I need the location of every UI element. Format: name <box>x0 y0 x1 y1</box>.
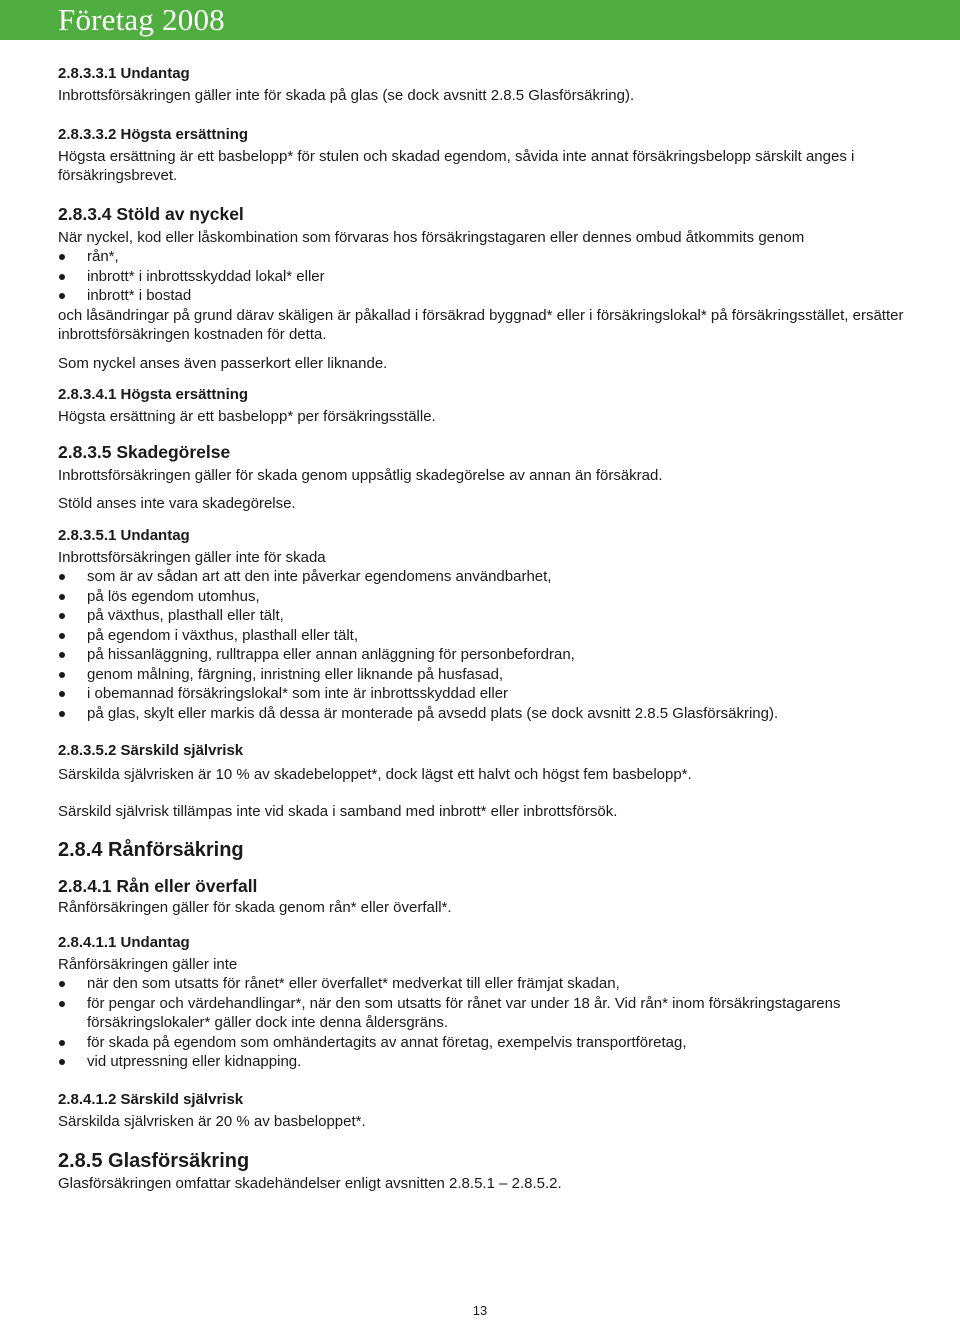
document-title: Företag 2008 <box>58 2 225 37</box>
page-header-band <box>0 0 960 40</box>
bullet-list <box>58 247 918 306</box>
section-heading: 2.8.3.3.1 Undantag <box>58 65 190 82</box>
paragraph: Glasförsäkringen omfattar skadehändelser enligt avsnitten 2.8.5.1 – 2.8.5.2. <box>58 1175 562 1192</box>
section-2-8-3-4 <box>58 202 918 374</box>
paragraph: Som nyckel anses även passerkort eller liknande. <box>58 354 388 372</box>
paragraph: Särskilda självrisken är 10 % av skadebeloppet*, dock lägst ett halvt och högst fem basbelopp*. <box>58 766 692 783</box>
section-heading: 2.8.4 Rånförsäkring <box>58 839 244 861</box>
section-heading: 2.8.4.1.2 Särskild självrisk <box>58 1090 244 1108</box>
list-item: genom målning, färgning, inristning eller liknande på husfasad, <box>58 665 918 685</box>
section-2-8-3-4-1 <box>58 383 918 427</box>
section-2-8-4 <box>58 837 918 863</box>
paragraph: Särskilda självrisken är 20 % av basbeloppet*. <box>58 1112 366 1130</box>
section-2-8-3-3-2 <box>58 123 918 186</box>
section-2-8-3-5 <box>58 440 918 514</box>
section-heading: 2.8.3.4.1 Högsta ersättning <box>58 386 249 403</box>
list-item: på egendom i växthus, plasthall eller tält, <box>58 626 918 646</box>
paragraph: Inbrottsförsäkringen gäller inte för skada på glas (se dock avsnitt 2.8.5 Glasförsäkring). <box>58 87 635 104</box>
section-heading: 2.8.3.4 Stöld av nyckel <box>58 203 244 224</box>
paragraph: Rånförsäkringen gäller för skada genom rån* eller överfall*. <box>58 899 452 916</box>
section-2-8-4-1-2 <box>58 1088 918 1132</box>
list-item: som är av sådan art att den inte påverkar egendomens användbarhet, <box>58 567 918 587</box>
list-item: för skada på egendom som omhändertagits av annat företag, exempelvis transportföretag, <box>58 1033 918 1053</box>
bullet-list <box>58 974 918 1072</box>
section-heading: 2.8.4.1 Rån eller överfall <box>58 876 258 896</box>
section-heading: 2.8.3.5.2 Särskild självrisk <box>58 742 244 759</box>
page-number: 13 <box>472 1303 488 1318</box>
list-item: vid utpressning eller kidnapping. <box>58 1052 918 1072</box>
section-2-8-5 <box>58 1148 918 1194</box>
section-2-8-3-5-1 <box>58 524 918 724</box>
paragraph: Inbrottsförsäkringen gäller för skada genom uppsåtlig skadegörelse av annan än försäkrad. <box>58 466 663 484</box>
list-item: rån*, <box>58 247 918 267</box>
section-heading: 2.8.5 Glasförsäkring <box>58 1150 250 1172</box>
section-heading: 2.8.3.5.1 Undantag <box>58 526 190 544</box>
section-2-8-4-1-1 <box>58 931 918 1072</box>
list-item: när den som utsatts för rånet* eller överfallet* medverkat till eller främjat skadan, <box>58 974 918 994</box>
section-heading: 2.8.3.3.2 Högsta ersättning <box>58 125 249 143</box>
section-2-8-3-5-2 <box>58 739 918 821</box>
paragraph: Särskild självrisk tillämpas inte vid skada i samband med inbrott* eller inbrottsförsök. <box>58 802 618 820</box>
list-item: för pengar och värdehandlingar*, när den som utsatts för rånet var under 18 år. Vid rån* inom försäkringstagarens försäkringslokaler* gäller dock inte denna åldersgräns. <box>58 994 918 1033</box>
paragraph: När nyckel, kod eller låskombination som förvaras hos försäkringstagaren eller dennes ombud åtkommits genom <box>58 228 805 246</box>
list-item: på glas, skylt eller markis då dessa är monterade på avsedd plats (se dock avsnitt 2.8.5 Glasförsäkring). <box>58 704 918 724</box>
list-item: på växthus, plasthall eller tält, <box>58 606 918 626</box>
list-item: på lös egendom utomhus, <box>58 587 918 607</box>
list-item: på hissanläggning, rulltrappa eller annan anläggning för personbefordran, <box>58 645 918 665</box>
section-heading: 2.8.3.5 Skadegörelse <box>58 441 231 462</box>
list-item: inbrott* i bostad <box>58 286 918 306</box>
section-heading: 2.8.4.1.1 Undantag <box>58 933 190 951</box>
bullet-list <box>58 567 918 723</box>
section-2-8-4-1 <box>58 874 918 918</box>
list-item: inbrott* i inbrottsskyddad lokal* eller <box>58 267 918 287</box>
paragraph: Inbrottsförsäkringen gäller inte för skada <box>58 548 326 566</box>
paragraph: Stöld anses inte vara skadegörelse. <box>58 495 296 512</box>
document-body <box>58 62 918 1194</box>
list-item: i obemannad försäkringslokal* som inte är inbrottsskyddad eller <box>58 684 918 704</box>
paragraph: Högsta ersättning är ett basbelopp* per försäkringsställe. <box>58 408 436 425</box>
paragraph: Rånförsäkringen gäller inte <box>58 955 238 973</box>
paragraph: Högsta ersättning är ett basbelopp* för stulen och skadad egendom, såvida inte annat försäkringsbelopp särskilt anges i försäkringsbrevet. <box>58 147 855 184</box>
section-2-8-3-3-1 <box>58 62 918 106</box>
paragraph: och låsändringar på grund därav skäligen är påkallad i försäkrad byggnad* eller i försäkringslokal* på försäkringsstället, ersätter inbrottsförsäkringen kostnaden för detta. <box>58 306 904 343</box>
